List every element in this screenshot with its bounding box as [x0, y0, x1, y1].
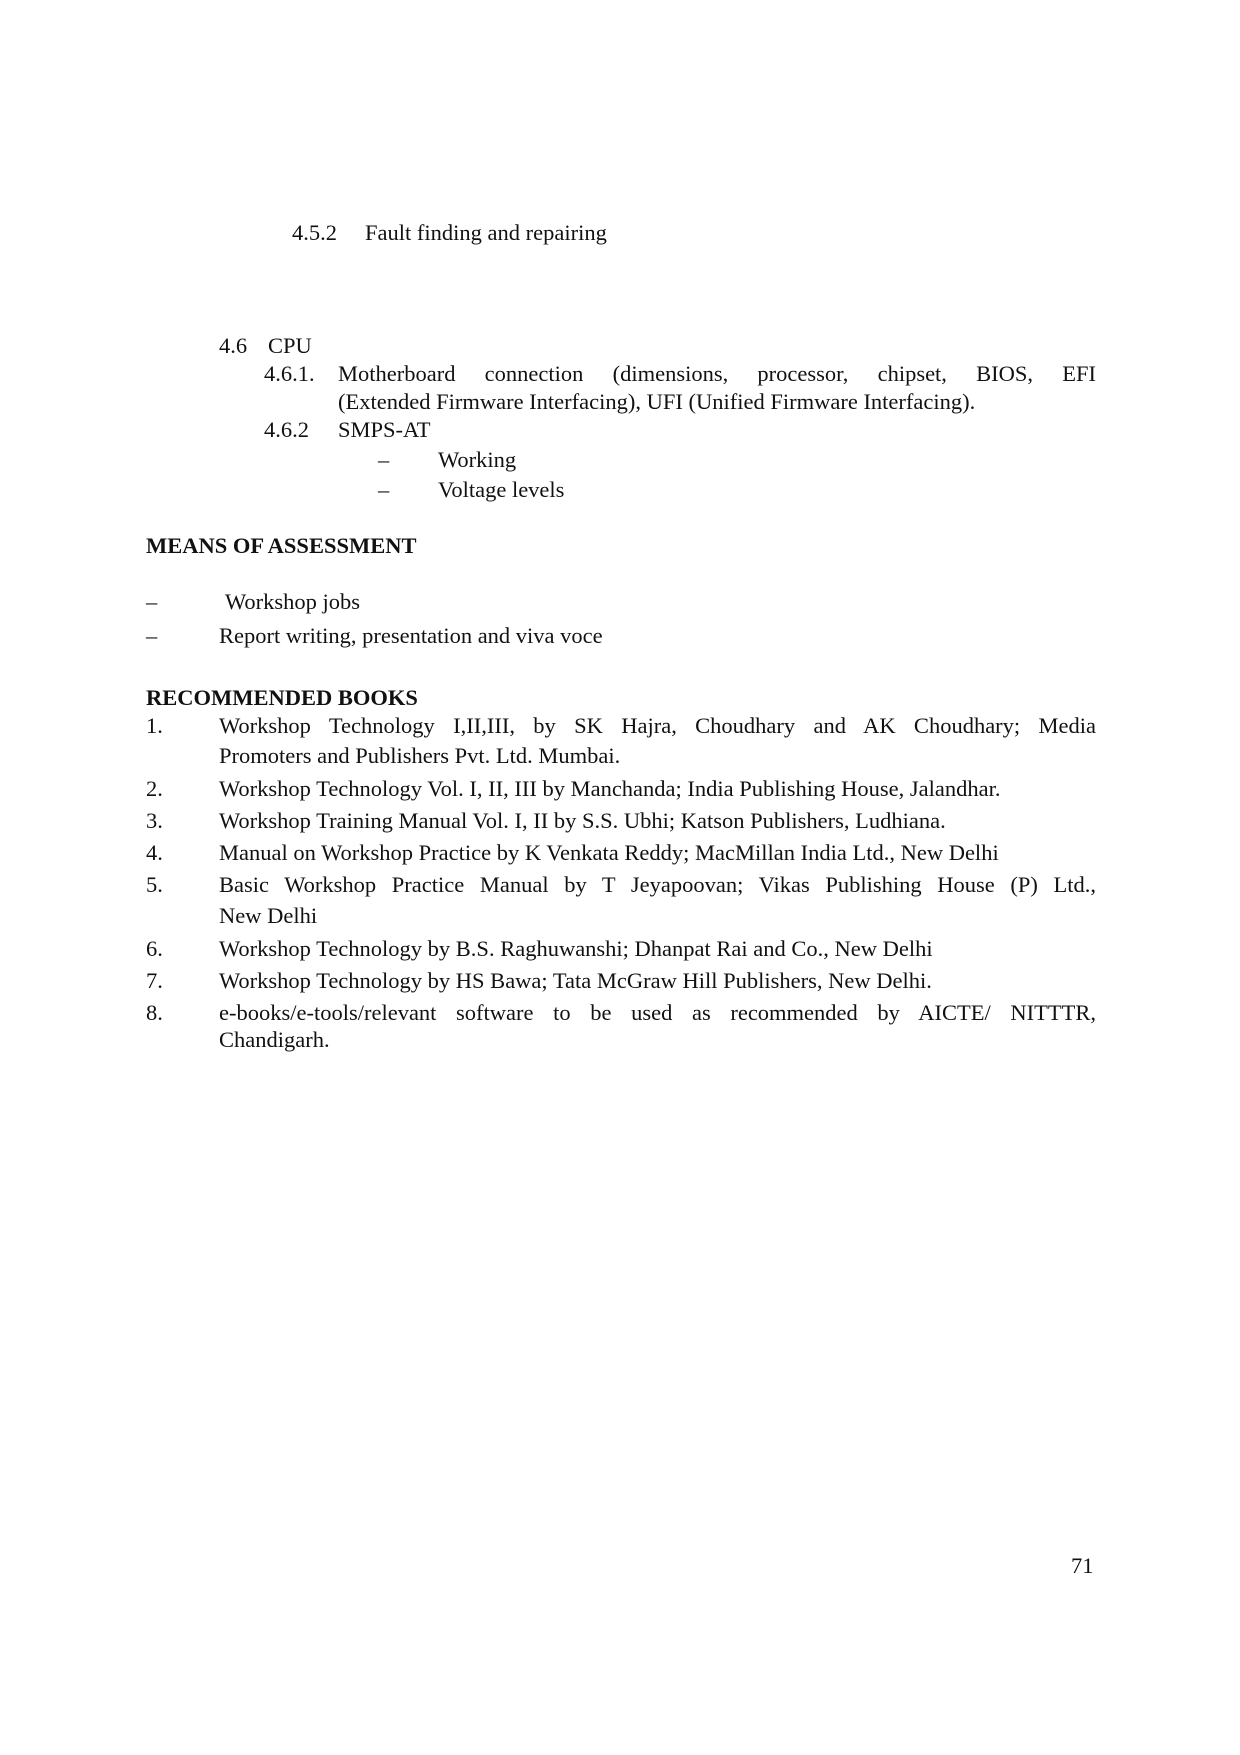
section-4-5-2-title: Fault finding and repairing — [365, 220, 607, 245]
section-4-6-number: 4.6 — [219, 333, 248, 358]
section-4-6-2-number: 4.6.2 — [264, 417, 309, 442]
page-number: 71 — [1071, 1553, 1094, 1578]
book-5-line-1: Basic Workshop Practice Manual by T Jeyapoovan; Vikas Publishing House (P) Ltd., — [219, 872, 1096, 897]
section-4-6-1-line-1: Motherboard connection (dimensions, processor, chipset, BIOS, EFI — [338, 361, 1096, 386]
book-3: Workshop Training Manual Vol. I, II by S.S. Ubhi; Katson Publishers, Ludhiana. — [219, 808, 946, 833]
assessment-item-report-writing: Report writing, presentation and viva voce — [219, 623, 603, 648]
assessment-item-workshop-jobs: Workshop jobs — [225, 589, 361, 614]
assessment-dash: – — [146, 623, 158, 648]
bullet-voltage-levels: Voltage levels — [438, 477, 565, 502]
section-4-6-1-number: 4.6.1. — [264, 361, 315, 386]
book-6: Workshop Technology by B.S. Raghuwanshi; Dhanpat Rai and Co., New Delhi — [219, 936, 933, 961]
books-heading: RECOMMENDED BOOKS — [146, 685, 418, 710]
section-4-6-2-title: SMPS-AT — [338, 417, 431, 442]
book-number: 4. — [146, 840, 163, 865]
book-number: 6. — [146, 936, 163, 961]
assessment-dash: – — [146, 589, 158, 614]
book-1-line-1: Workshop Technology I,II,III, by SK Hajra, Choudhary and AK Choudhary; Media — [219, 713, 1096, 738]
book-2: Workshop Technology Vol. I, II, III by Manchanda; India Publishing House, Jalandhar. — [219, 776, 1001, 801]
book-number: 7. — [146, 968, 163, 993]
book-number: 1. — [146, 713, 163, 738]
section-4-6-1-line-2: (Extended Firmware Interfacing), UFI (Unified Firmware Interfacing). — [338, 389, 976, 414]
book-number: 8. — [146, 1000, 163, 1025]
bullet-working: Working — [438, 447, 517, 472]
section-4-6-title: CPU — [268, 333, 312, 358]
book-number: 2. — [146, 776, 163, 801]
bullet-dash: – — [378, 477, 390, 502]
book-8-line-2: Chandigarh. — [219, 1027, 330, 1052]
assessment-heading: MEANS OF ASSESSMENT — [146, 533, 417, 558]
book-4: Manual on Workshop Practice by K Venkata Reddy; MacMillan India Ltd., New Delhi — [219, 840, 999, 865]
book-5-line-2: New Delhi — [219, 903, 318, 928]
book-1-line-2: Promoters and Publishers Pvt. Ltd. Mumbai. — [219, 743, 621, 768]
book-7: Workshop Technology by HS Bawa; Tata McGraw Hill Publishers, New Delhi. — [219, 968, 932, 993]
bullet-dash: – — [378, 447, 390, 472]
book-number: 3. — [146, 808, 163, 833]
book-8-line-1: e-books/e-tools/relevant software to be used as recommended by AICTE/ NITTTR, — [219, 1000, 1096, 1025]
section-4-5-2-number: 4.5.2 — [292, 220, 337, 245]
book-number: 5. — [146, 872, 163, 897]
